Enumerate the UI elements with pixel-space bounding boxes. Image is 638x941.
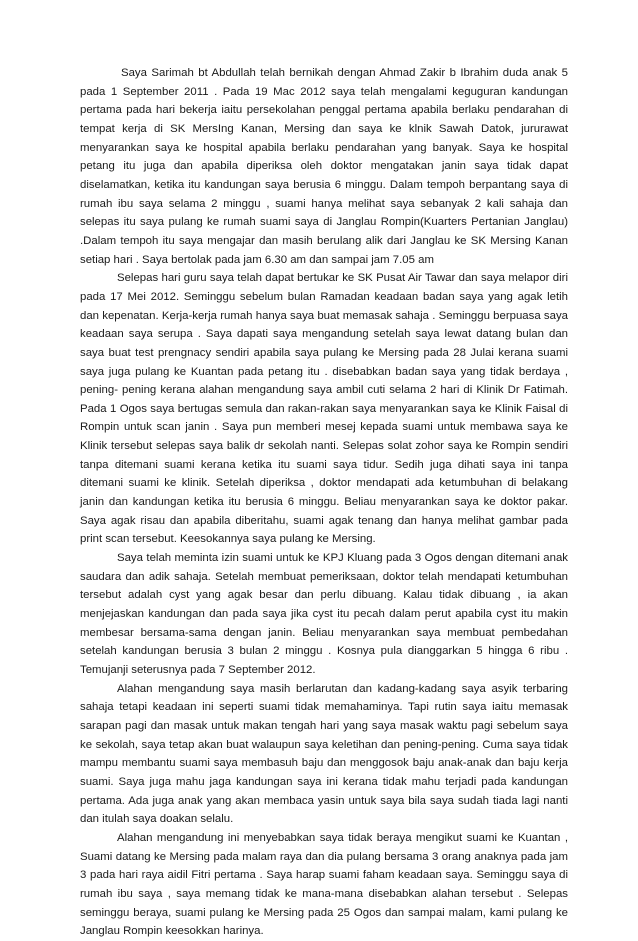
paragraph-3: Saya telah meminta izin suami untuk ke KPJ Kluang pada 3 Ogos dengan ditemani anak saudara dan adik sahaja. Setelah membuat pemeriksaan, doktor telah mendapati ketumbuhan tersebut adalah cyst yang agak besar dan perlu dibuang. Kalau tidak dibuang , ia akan menjejaskan kandungan dan pada saya jika cyst itu pecah dalam perut apabila cyst itu makin membesar bersama-sama dengan janin. Beliau menyarankan saya membuat pembedahan setelah kandungan berusia 3 bulan 2 minggu . Kosnya pula dianggarkan 5 hingga 6 ribu . Temujanji seterusnya pada 7 September 2012.	[80, 552, 568, 676]
paragraph-4: Alahan mengandung saya masih berlarutan dan kadang-kadang saya asyik terbaring sahaja tetapi keadaan ini seperti suami tidak memahaminya. Tapi rutin saya iaitu memasak sarapan pagi dan masak untuk makan tengah hari yang saya masak waktu pagi sebelum saya ke sekolah, saya tetap akan buat walaupun saya keletihan dan pening-pening. Cuma saya tidak mampu membantu suami saya membasuh baju dan menggosok baju anak-anak dan baju kerja suami. Saya juga mahu jaga kandungan saya ini kerana tidak mahu terjadi pada kandungan pertama. Ada juga anak yang akan membaca yasin untuk saya bila saya sudah tiada lagi nanti dan itulah saya doakan selalu.	[80, 682, 568, 826]
paragraph-2: Selepas hari guru saya telah dapat bertukar ke SK Pusat Air Tawar dan saya melapor diri pada 17 Mei 2012. Seminggu sebelum bulan Ramadan keadaan badan saya yang agak letih dan kepenatan. Kerja-kerja rumah hanya saya buat memasak sahaja . Seminggu berpuasa saya keadaan saya serupa . Saya dapati saya mengandung setelah saya lewat datang bulan dan saya buat test prengnacy sendiri apabila saya pulang ke Mersing pada 28 Julai kerana suami saya juga pulang ke Kuantan pada petang itu . disebabkan badan saya yang tidak berdaya , pening- pening kerana alahan mengandung saya ambil cuti selama 2 hari di Klinik Dr Fatimah. Pada 1 Ogos saya bertugas semula dan rakan-rakan saya menyarankan saya ke Klinik Faisal di Rompin untuk scan janin . Saya pun memberi mesej kepada suami untuk membawa saya ke Klinik tersebut selepas saya balik dr sekolah nanti. Selepas solat zohor saya ke Rompin sendiri tanpa ditemani suami kerana ketika itu suami saya tidur. Sedih juga dihati saya ini tanpa ditemani suami ke klinik. Setelah diperiksa , doktor mendapati ada ketumbuhan di belakang janin dan kandungan ketika itu berusia 6 minggu. Beliau menyarankan saya ke doktor pakar. Saya agak risau dan apabila diberitahu, suami agak tenang dan hanya melihat gambar pada print scan tersebut. Keesokannya saya pulang ke Mersing.	[80, 272, 568, 546]
paragraph-5: Alahan mengandung ini menyebabkan saya tidak beraya mengikut suami ke Kuantan , Suami datang ke Mersing pada malam raya dan dia pulang bersama 3 orang anaknya pada jam 3 pada hari raya aidil Fitri pertama . Saya harap suami faham keadaan saya. Seminggu saya di rumah ibu saya , saya memang tidak ke mana-mana disebabkan alahan tersebut . Selepas seminggu beraya, suami pulang ke Mersing pada 25 Ogos dan sampai malam, kami pulang ke Janglau Rompin keesokkan harinya.	[80, 831, 568, 938]
paragraph-1: Saya Sarimah bt Abdullah telah bernikah dengan Ahmad Zakir b Ibrahim duda anak 5 pada 1 September 2011 . Pada 19 Mac 2012 saya telah mengalami keguguran kandungan pertama pada hari bekerja iaitu persekolahan penggal pertama apabila berlaku pendarahan di tempat kerja di SK MersIng Kanan, Mersing dan saya ke klnik Sawah Datok, jururawat menyarankan saya ke hospital apabila berlaku pendarahan yang banyak. Saya ke hospital petang itu juga dan apabila diperiksa oleh doktor mengatakan janin saya tidak dapat diselamatkan, ketika itu kandungan saya berusia 6 minggu. Dalam tempoh berpantang saya di rumah ibu saya selama 2 minggu , suami hanya melihat saya sebanyak 2 kali sahaja dan selepas itu saya pulang ke rumah suami saya di Janglau Rompin(Kuarters Pertanian Janglau) .Dalam tempoh itu saya mengajar dan masih berulang alik dari Janglau ke SK Mersing Kanan setiap hari . Saya bertolak pada jam 6.30 am dan sampai jam 7.05 am	[80, 67, 568, 266]
